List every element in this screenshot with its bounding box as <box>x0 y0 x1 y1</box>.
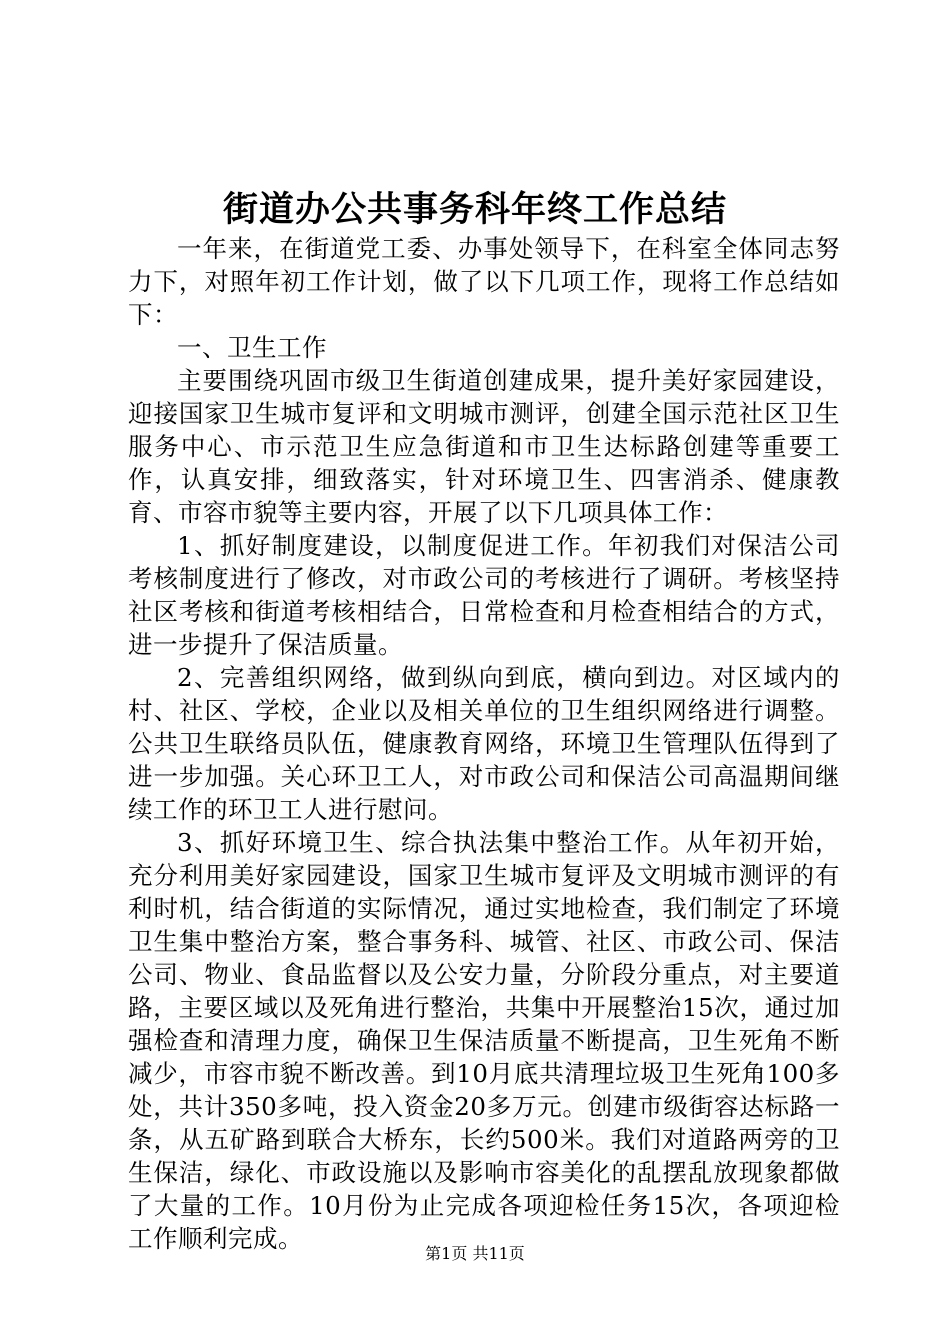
page-number-footer: 第1页 共11页 <box>425 1244 525 1263</box>
paragraph-item-3: 3、抓好环境卫生、综合执法集中整治工作。从年初开始，充分利用美好家园建设，国家卫生城市复评及文明城市测评的有利时机，结合街道的实际情况，通过实地检查，我们制定了环境卫生集中整治方案，整合事务科、城管、社区、市政公司、保洁公司、物业、食品监督以及公安力量，分阶段分重点，对主要道路，主要区域以及死角进行整治，共集中开展整治15次，通过加强检查和清理力度，确保卫生保洁质量不断提高，卫生死角不断减少，市容市貌不断改善。到10月底共清理垃圾卫生死角100多处，共计350多吨，投入资金20多万元。创建市级街容达标路一条，从五矿路到联合大桥东，长约500米。我们对道路两旁的卫生保洁，绿化、市政设施以及影响市容美化的乱摆乱放现象都做了大量的工作。10月份为止完成各项迎检任务15次，各项迎检工作顺利完成。 <box>128 828 840 1253</box>
paragraph-item-2: 2、完善组织网络，做到纵向到底，横向到边。对区域内的村、社区、学校，企业以及相关单位的卫生组织网络进行调整。公共卫生联络员队伍，健康教育网络，环境卫生管理队伍得到了进一步加强。关心环卫工人，对市政公司和保洁公司高温期间继续工作的环卫工人进行慰问。 <box>128 663 840 824</box>
document-title: 街道办公共事务科年终工作总结 <box>222 189 727 230</box>
section-heading-hygiene: 一、卫生工作 <box>177 333 327 362</box>
document-body <box>128 232 840 1255</box>
paragraph-intro: 一年来，在街道党工委、办事处领导下，在科室全体同志努力下，对照年初工作计划，做了以下几项工作，现将工作总结如下： <box>128 234 840 329</box>
paragraph-item-1: 1、抓好制度建设，以制度促进工作。年初我们对保洁公司考核制度进行了修改，对市政公司的考核进行了调研。考核坚持社区考核和街道考核相结合，日常检查和月检查相结合的方式，进一步提升了保洁质量。 <box>128 531 840 659</box>
paragraph-hygiene-overview: 主要围绕巩固市级卫生街道创建成果，提升美好家园建设，迎接国家卫生城市复评和文明城市测评，创建全国示范社区卫生服务中心、市示范卫生应急街道和市卫生达标路创建等重要工作，认真安排，细致落实，针对环境卫生、四害消杀、健康教育、市容市貌等主要内容，开展了以下几项具体工作： <box>128 366 840 527</box>
